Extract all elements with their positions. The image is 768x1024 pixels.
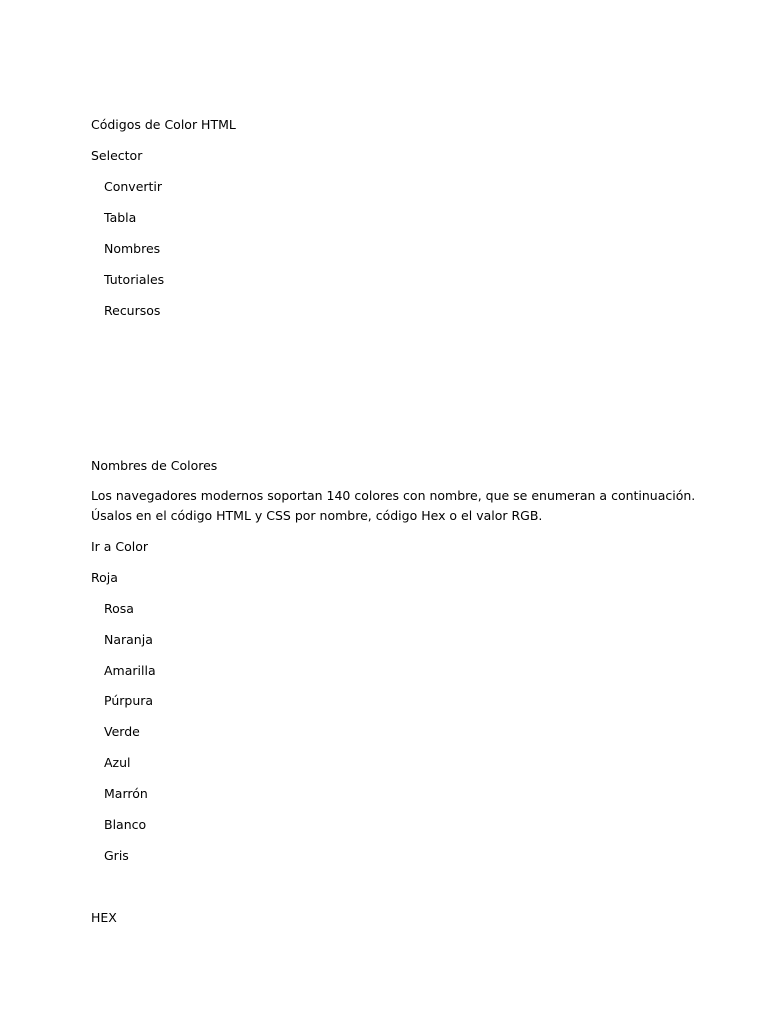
color-group-rosa[interactable]: Rosa bbox=[104, 601, 134, 616]
nav-item-recursos[interactable]: Recursos bbox=[104, 303, 161, 318]
color-group-marron[interactable]: Marrón bbox=[104, 786, 148, 801]
intro-paragraph bbox=[91, 486, 695, 525]
site-title[interactable]: Códigos de Color HTML bbox=[91, 117, 236, 132]
color-group-blanco[interactable]: Blanco bbox=[104, 817, 147, 832]
nav-selector[interactable]: Selector bbox=[91, 148, 143, 163]
color-group-gris[interactable]: Gris bbox=[104, 848, 129, 863]
goto-color-label: Ir a Color bbox=[91, 539, 149, 554]
color-group-verde[interactable]: Verde bbox=[104, 724, 140, 739]
color-group-amarilla[interactable]: Amarilla bbox=[104, 663, 156, 678]
color-group-azul[interactable]: Azul bbox=[104, 755, 131, 770]
intro-line-2: Úsalos en el código HTML y CSS por nombre, código Hex o el valor RGB. bbox=[91, 507, 543, 523]
hex-column-header: HEX bbox=[91, 910, 117, 925]
nav-item-nombres[interactable]: Nombres bbox=[104, 241, 161, 256]
color-group-purpura[interactable]: Púrpura bbox=[104, 693, 154, 708]
nav-item-tutoriales[interactable]: Tutoriales bbox=[104, 272, 165, 287]
color-group-roja[interactable]: Roja bbox=[91, 570, 118, 585]
page-heading: Nombres de Colores bbox=[91, 458, 218, 473]
intro-line-1: Los navegadores modernos soportan 140 colores con nombre, que se enumeran a continuación. bbox=[91, 488, 696, 503]
nav-item-tabla[interactable]: Tabla bbox=[104, 210, 137, 225]
nav-item-convertir[interactable]: Convertir bbox=[104, 179, 163, 194]
color-group-naranja[interactable]: Naranja bbox=[104, 632, 153, 647]
